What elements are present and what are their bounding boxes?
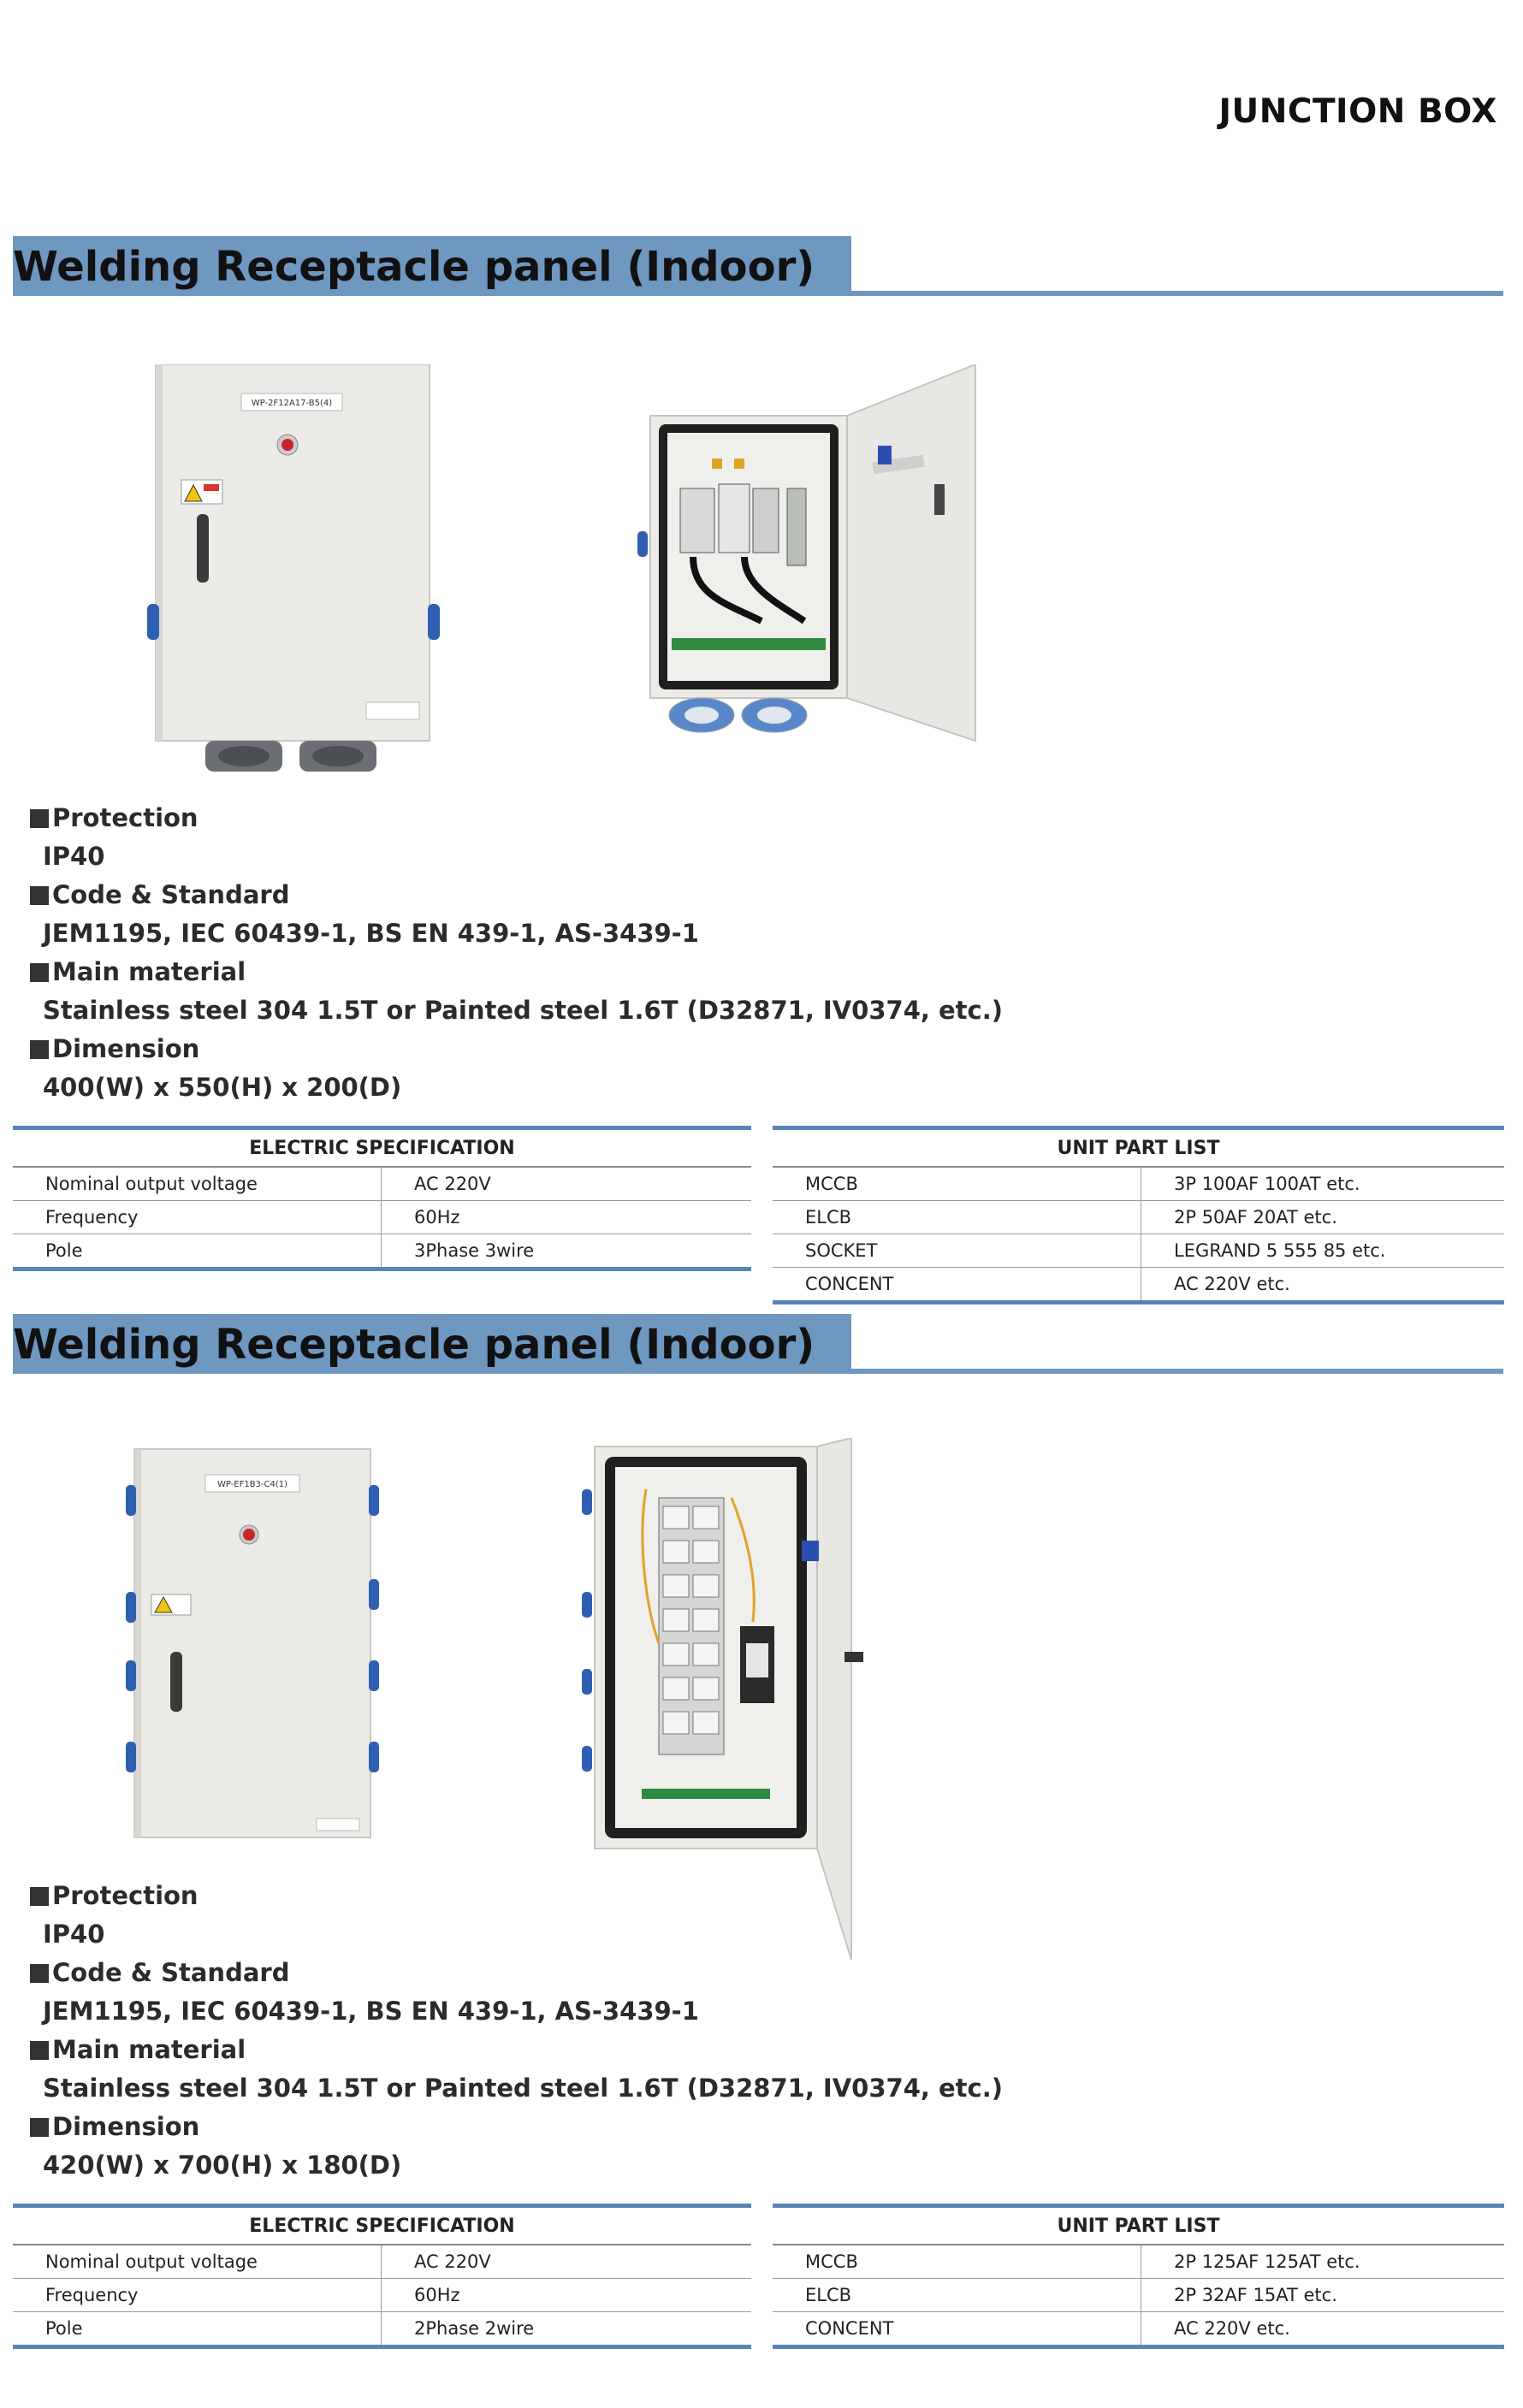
- square-bullet-icon: [30, 2118, 49, 2137]
- spec-value-protection: IP40: [43, 1920, 105, 1949]
- table-row: SOCKET LEGRAND 5 555 85 etc.: [773, 1234, 1504, 1268]
- section-banner-rule: [13, 1369, 1503, 1374]
- spec-value-material: Stainless steel 304 1.5T or Painted steel 1.6T (D32871, IV0374, etc.): [43, 996, 1003, 1025]
- table-row: MCCB 2P 125AF 125AT etc.: [773, 2245, 1504, 2279]
- spec-heading-material: [30, 2031, 1003, 2069]
- spec-heading-dimension: [30, 2108, 1003, 2146]
- table-row: Frequency 60Hz: [13, 1201, 751, 1234]
- spec-label: Main material: [52, 2035, 246, 2064]
- spec-heading-code: [30, 876, 1003, 914]
- closed-panel-label: WP-2F12A17-B5(4): [251, 399, 333, 408]
- unit-part-table: [773, 2204, 1504, 2349]
- section-banner-rule: [13, 291, 1503, 296]
- spec-value-dimension: 400(W) x 550(H) x 200(D): [43, 1073, 402, 1102]
- square-bullet-icon: [30, 2041, 49, 2060]
- table-row: Nominal output voltage AC 220V: [13, 1167, 751, 1201]
- spec-heading-protection: [30, 799, 1003, 837]
- electric-spec-header: ELECTRIC SPECIFICATION: [13, 1128, 751, 1168]
- table-row: Pole 2Phase 2wire: [13, 2312, 751, 2347]
- spec-label: Dimension: [52, 2112, 200, 2141]
- section-title: Welding Receptacle panel (Indoor): [13, 1321, 815, 1369]
- spec-label: Code & Standard: [52, 880, 290, 909]
- unit-part-table: [773, 1126, 1504, 1305]
- square-bullet-icon: [30, 1964, 49, 1983]
- electric-spec-header: ELECTRIC SPECIFICATION: [13, 2206, 751, 2245]
- door-handle: [170, 1652, 182, 1712]
- square-bullet-icon: [30, 963, 49, 982]
- section-title: Welding Receptacle panel (Indoor): [13, 243, 815, 291]
- square-bullet-icon: [30, 886, 49, 905]
- table-row: MCCB 3P 100AF 100AT etc.: [773, 1167, 1504, 1201]
- spec-heading-code: [30, 1954, 1003, 1992]
- unit-part-header: UNIT PART LIST: [773, 1128, 1504, 1168]
- spec-value-protection: IP40: [43, 842, 105, 871]
- table-row: ELCB 2P 32AF 15AT etc.: [773, 2279, 1504, 2312]
- square-bullet-icon: [30, 1887, 49, 1906]
- spec-heading-dimension: [30, 1030, 1003, 1068]
- closed-panel-label: WP-EF1B3-C4(1): [216, 1480, 288, 1489]
- spec-value-code: JEM1195, IEC 60439-1, BS EN 439-1, AS-3439-1: [43, 1997, 699, 2026]
- section-panel-1: [0, 236, 1523, 1297]
- spec-label: Dimension: [52, 1034, 200, 1063]
- page-title: JUNCTION BOX: [1218, 92, 1497, 131]
- table-row: ELCB 2P 50AF 20AT etc.: [773, 1201, 1504, 1234]
- electric-spec-table: [13, 1126, 751, 1271]
- square-bullet-icon: [30, 1040, 49, 1059]
- spec-value-dimension: 420(W) x 700(H) x 180(D): [43, 2151, 402, 2180]
- electric-spec-table: [13, 2204, 751, 2349]
- table-row: Nominal output voltage AC 220V: [13, 2245, 751, 2279]
- spec-value-code: JEM1195, IEC 60439-1, BS EN 439-1, AS-3439-1: [43, 919, 699, 948]
- spec-label: Protection: [52, 1881, 199, 1910]
- square-bullet-icon: [30, 809, 49, 828]
- spec-label: Protection: [52, 803, 199, 832]
- unit-part-header: UNIT PART LIST: [773, 2206, 1504, 2245]
- table-row: CONCENT AC 220V etc.: [773, 1268, 1504, 1303]
- door-handle: [197, 514, 209, 583]
- section-panel-2: [0, 1314, 1523, 2408]
- spec-label: Code & Standard: [52, 1958, 290, 1987]
- spec-heading-material: [30, 953, 1003, 991]
- closed-panel-photo: [145, 364, 445, 775]
- table-row: Frequency 60Hz: [13, 2279, 751, 2312]
- spec-heading-protection: [30, 1877, 1003, 1915]
- table-row: Pole 3Phase 3wire: [13, 1234, 751, 1269]
- spec-list: [30, 799, 1003, 1107]
- spec-label: Main material: [52, 957, 246, 986]
- closed-panel-photo: [124, 1442, 381, 1844]
- table-row: CONCENT AC 220V etc.: [773, 2312, 1504, 2347]
- spec-value-material: Stainless steel 304 1.5T or Painted steel 1.6T (D32871, IV0374, etc.): [43, 2074, 1003, 2103]
- open-panel-photo: [633, 364, 993, 766]
- spec-list: [30, 1877, 1003, 2185]
